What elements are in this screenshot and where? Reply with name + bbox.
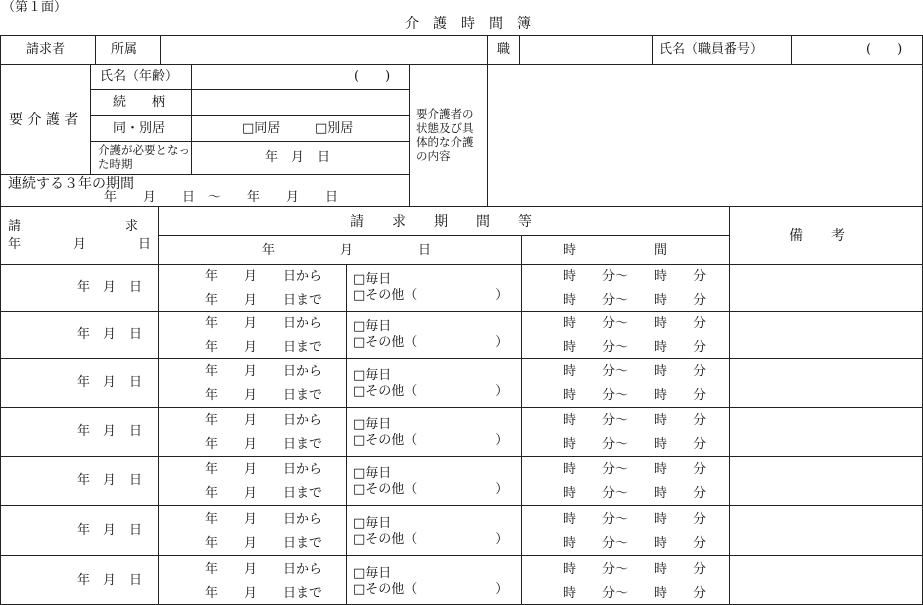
other-checkbox[interactable]: □その他（ ）: [353, 335, 509, 350]
request-label: 請 求: [8, 219, 139, 234]
daily-checkbox[interactable]: □毎日: [353, 368, 392, 383]
time-slot-1[interactable]: 時 分～ 時 分: [563, 316, 707, 331]
position-label: 職: [497, 42, 511, 57]
request-date[interactable]: 年 月 日: [77, 573, 143, 588]
rule: [521, 235, 522, 605]
rule: [0, 264, 923, 265]
rule: [158, 206, 159, 605]
other-checkbox[interactable]: □その他（ ）: [353, 288, 509, 303]
daily-checkbox[interactable]: □毎日: [353, 319, 392, 334]
rule: [191, 64, 192, 174]
condition-field[interactable]: [489, 66, 920, 204]
daily-checkbox[interactable]: □毎日: [353, 272, 392, 287]
request-date[interactable]: 年 月 日: [77, 280, 143, 295]
to-date[interactable]: 年 月 日まで: [205, 536, 323, 551]
to-date[interactable]: 年 月 日まで: [205, 388, 323, 403]
rule: [729, 206, 730, 605]
request-date[interactable]: 年 月 日: [77, 424, 143, 439]
time-slot-1[interactable]: 時 分～ 時 分: [563, 462, 707, 477]
to-date[interactable]: 年 月 日まで: [205, 586, 323, 601]
request-date[interactable]: 年 月 日: [77, 523, 143, 538]
time-slot-1[interactable]: 時 分～ 時 分: [563, 364, 707, 379]
rule: [95, 35, 96, 64]
time-slot-1[interactable]: 時 分～ 時 分: [563, 413, 707, 428]
department-label: 所属: [111, 42, 138, 57]
time-slot-2[interactable]: 時 分～ 時 分: [563, 340, 707, 355]
to-date[interactable]: 年 月 日まで: [205, 340, 323, 355]
remarks-label: 備 考: [789, 228, 845, 244]
rule: [0, 206, 923, 207]
rule: [0, 505, 923, 506]
position-field[interactable]: [521, 37, 650, 62]
rule: [791, 35, 792, 64]
rule: [0, 174, 409, 175]
from-date[interactable]: 年 月 日から: [205, 364, 323, 379]
need-period-value[interactable]: 年 月 日: [265, 150, 331, 165]
other-checkbox[interactable]: □その他（ ）: [353, 532, 509, 547]
three-year-label: 連続する３年の期間: [8, 176, 134, 192]
daily-checkbox[interactable]: □毎日: [353, 417, 392, 432]
need-period-label: 介護が必要となった時期: [98, 143, 190, 171]
cohabit-same-checkbox[interactable]: □同居: [242, 121, 281, 136]
time-slot-2[interactable]: 時 分～ 時 分: [563, 437, 707, 452]
name-age-value[interactable]: ( ): [354, 69, 391, 84]
other-checkbox[interactable]: □その他（ ）: [353, 433, 509, 448]
rule: [0, 311, 923, 312]
other-checkbox[interactable]: □その他（ ）: [353, 582, 509, 597]
rule: [0, 456, 923, 457]
other-checkbox[interactable]: □その他（ ）: [353, 384, 509, 399]
rule: [0, 555, 923, 556]
condition-label: 要介護者の状態及び具体的な介護の内容: [416, 107, 474, 163]
from-date[interactable]: 年 月 日から: [205, 562, 323, 577]
time-slot-2[interactable]: 時 分～ 時 分: [563, 486, 707, 501]
time-slot-2[interactable]: 時 分～ 時 分: [563, 388, 707, 403]
time-slot-1[interactable]: 時 分～ 時 分: [563, 562, 707, 577]
from-date[interactable]: 年 月 日から: [205, 269, 323, 284]
rule: [90, 89, 409, 90]
rule: [519, 35, 520, 64]
rule: [158, 235, 730, 236]
name-id-value[interactable]: ( ): [866, 42, 903, 57]
rule: [0, 358, 923, 359]
to-date[interactable]: 年 月 日まで: [205, 293, 323, 308]
rule: [0, 407, 923, 408]
three-year-value[interactable]: 年 月 日 ～ 年 月 日: [104, 190, 339, 205]
rule: [652, 35, 653, 64]
page-label: （第１面）: [2, 0, 68, 15]
daily-checkbox[interactable]: □毎日: [353, 466, 392, 481]
requester-label: 請求者: [26, 42, 66, 57]
form-title: 介 護 時 間 簿: [405, 16, 531, 32]
rule: [160, 35, 161, 64]
from-date[interactable]: 年 月 日から: [205, 462, 323, 477]
time-slot-1[interactable]: 時 分～ 時 分: [563, 512, 707, 527]
time-column-label: 時 間: [563, 243, 668, 258]
request-date-label: 年 月 日: [8, 237, 152, 252]
relationship-field[interactable]: [193, 91, 407, 113]
time-slot-2[interactable]: 時 分～ 時 分: [563, 586, 707, 601]
time-slot-2[interactable]: 時 分～ 時 分: [563, 293, 707, 308]
request-date[interactable]: 年 月 日: [77, 375, 143, 390]
date-column-label: 年 月 日: [262, 243, 432, 258]
from-date[interactable]: 年 月 日から: [205, 316, 323, 331]
rule: [0, 35, 1, 605]
cohabit-label: 同・別居: [113, 121, 166, 136]
daily-checkbox[interactable]: □毎日: [353, 566, 392, 581]
period-label: 請 求 期 間 等: [350, 214, 532, 230]
relationship-label: 続 柄: [113, 95, 166, 110]
from-date[interactable]: 年 月 日から: [205, 413, 323, 428]
request-date[interactable]: 年 月 日: [77, 327, 143, 342]
care-recipient-label: 要 介 護 者: [9, 112, 79, 128]
department-field[interactable]: [162, 37, 484, 62]
from-date[interactable]: 年 月 日から: [205, 512, 323, 527]
name-id-label: 氏名（職員番号）: [659, 42, 764, 57]
rule: [90, 115, 409, 116]
rule: [90, 141, 409, 142]
daily-checkbox[interactable]: □毎日: [353, 516, 392, 531]
request-date[interactable]: 年 月 日: [77, 473, 143, 488]
rule: [487, 64, 488, 206]
to-date[interactable]: 年 月 日まで: [205, 437, 323, 452]
rule: [0, 64, 923, 65]
rule: [409, 64, 410, 206]
cohabit-separate-checkbox[interactable]: □別居: [315, 121, 354, 136]
other-checkbox[interactable]: □その他（ ）: [353, 482, 509, 497]
rule: [487, 35, 488, 64]
name-age-label: 氏名（年齢）: [100, 69, 179, 84]
time-slot-2[interactable]: 時 分～ 時 分: [563, 536, 707, 551]
to-date[interactable]: 年 月 日まで: [205, 486, 323, 501]
time-slot-1[interactable]: 時 分～ 時 分: [563, 269, 707, 284]
rule: [346, 264, 347, 605]
rule: [0, 35, 923, 36]
rule: [90, 64, 91, 174]
